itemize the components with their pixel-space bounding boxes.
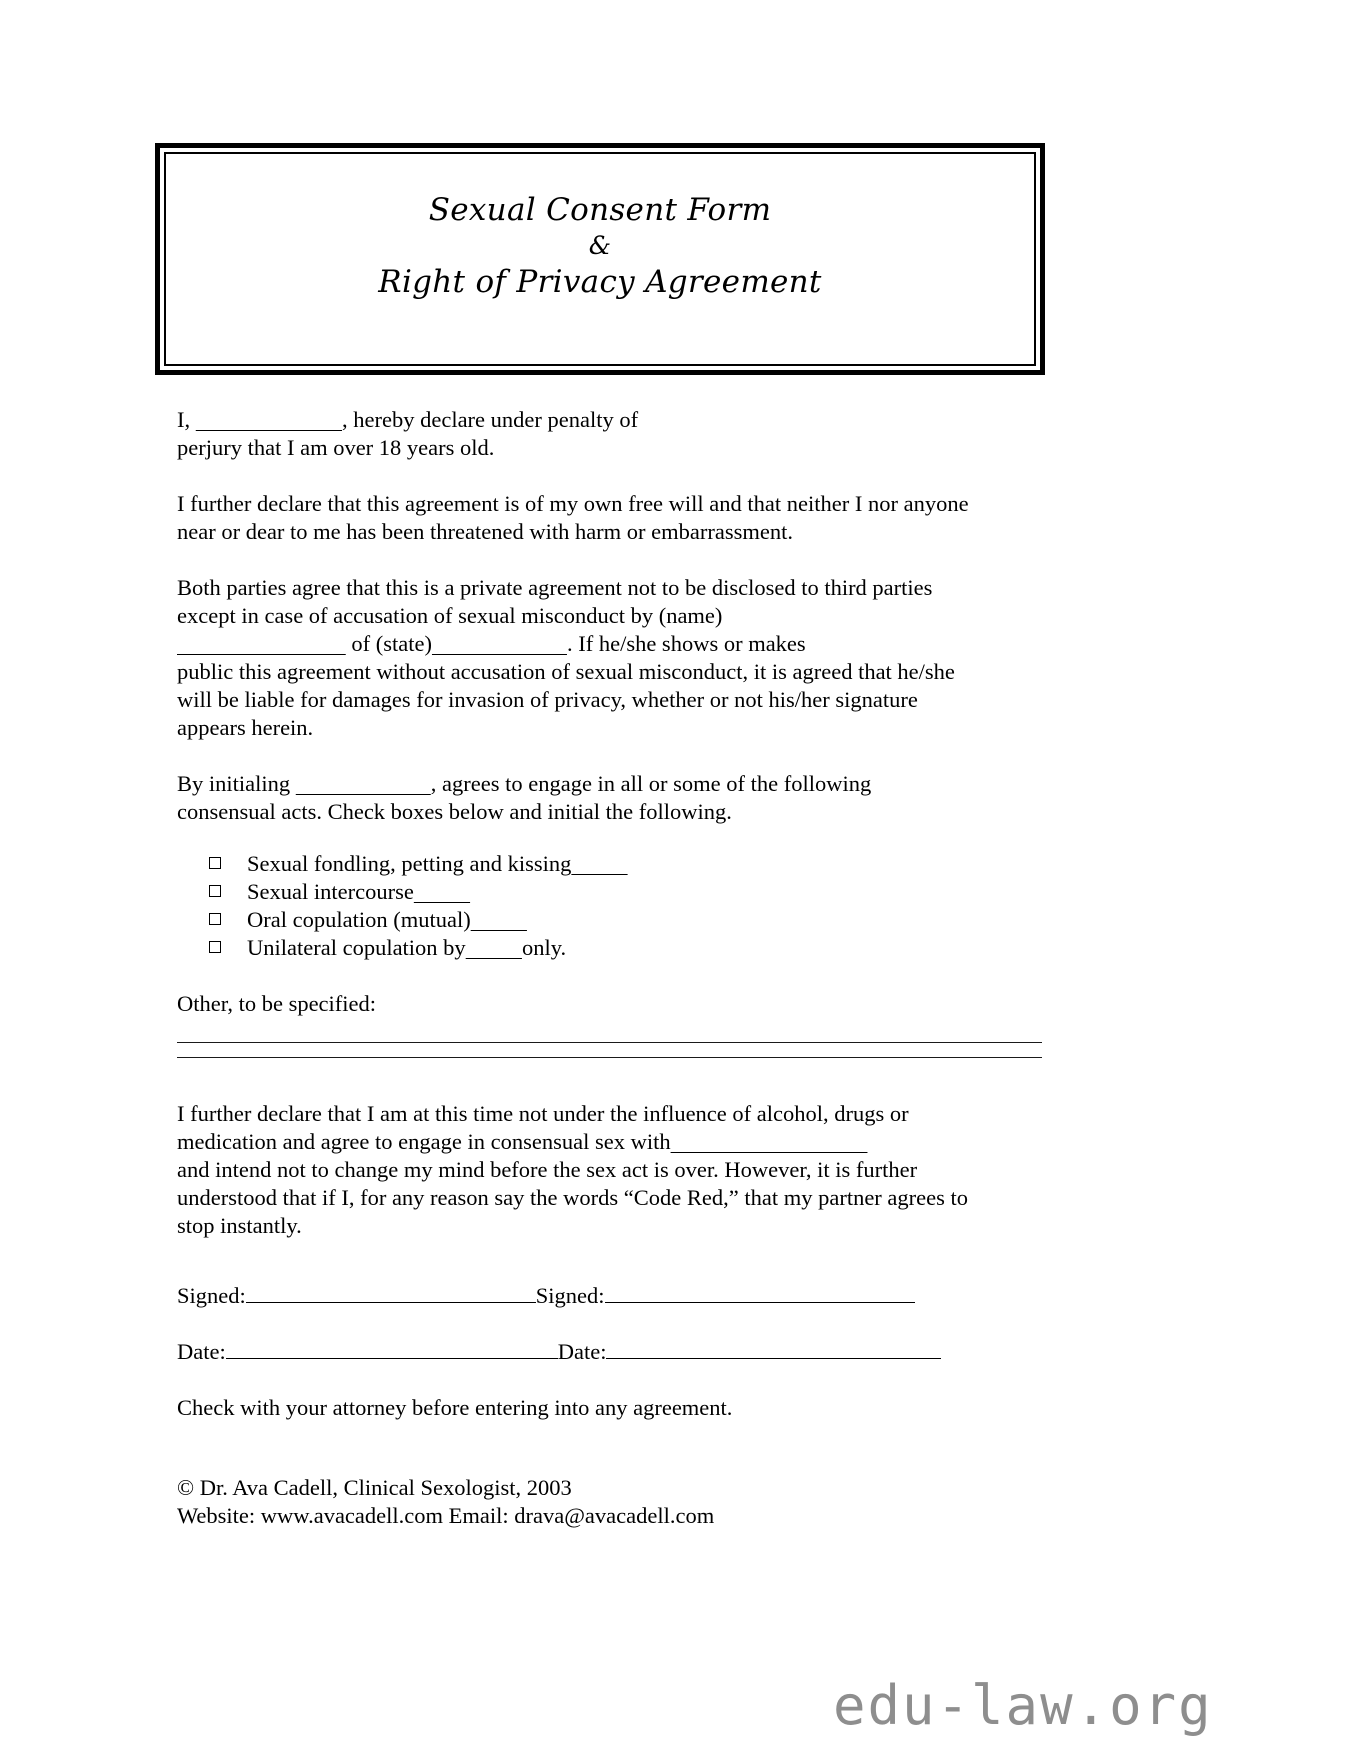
checkbox-icon[interactable] [209,941,221,953]
title-frame-inner-border [164,152,1036,366]
act-tail: only. [521,935,567,960]
p4-text-before: By initialing [177,771,296,796]
signed-label-left: Signed: [177,1283,246,1308]
paragraph-privacy-line4: public this agreement without accusation of sexual misconduct, it is agreed that he/she [177,659,955,684]
title-ampersand: & [588,231,612,261]
spacer [177,1310,1042,1338]
title-line-1: Sexual Consent Form [428,192,772,229]
date-row [177,1338,1042,1366]
checkbox-icon[interactable] [209,857,221,869]
other-specify-label: Other, to be specified: [177,991,377,1016]
state-blank-field[interactable] [432,631,567,656]
paragraph-sobriety-line3: and intend not to change my mind before the sex act is over. However, it is further [177,1157,918,1182]
list-item[interactable] [209,906,1042,934]
p3-text-after: . If he/she shows or makes [566,631,806,656]
title-line-2: Right of Privacy Agreement [378,263,822,300]
partner-name-blank-field[interactable] [671,1129,868,1154]
paragraph-privacy-line1: Both parties agree that this is a private agreement not to be disclosed to third parties [177,575,933,600]
paragraph-sobriety-line2 [177,1128,1042,1156]
paragraph-declaration-age [177,406,1042,434]
checkbox-icon[interactable] [209,885,221,897]
paragraph-privacy-line5: will be liable for damages for invasion of privacy, whether or not his/her signature [177,687,918,712]
title-frame [155,143,1045,375]
act-label: Unilateral copulation by [247,935,466,960]
paragraph-privacy-line3 [177,630,1042,658]
spacer [177,1043,1042,1057]
date-label-right: Date: [557,1339,607,1364]
initials-blank-field[interactable] [296,771,431,796]
signed-label-right: Signed: [535,1283,605,1308]
spacer [177,1450,1042,1474]
spacer [177,1058,1042,1086]
consensual-acts-list [177,850,1042,962]
spacer [177,1018,1042,1042]
spacer [177,1086,1042,1100]
paragraph-sobriety-line4: understood that if I, for any reason say the words “Code Red,” that my partner agrees to [177,1185,969,1210]
spacer [177,1422,1042,1450]
document-title [166,190,1034,328]
act-initials-blank-field[interactable] [471,906,527,934]
date-label-left: Date: [177,1339,226,1364]
contact-line: Website: www.avacadell.com Email: drava@avacadell.com [177,1503,715,1528]
list-item[interactable] [209,878,1042,906]
spacer [177,962,1042,990]
list-item[interactable] [209,850,1042,878]
attorney-disclaimer: Check with your attorney before entering into any agreement. [177,1395,733,1420]
p3-of-state-label: of (state) [345,631,432,656]
paragraph-initialing-line2: consensual acts. Check boxes below and initial the following. [177,799,732,824]
paragraph-privacy-line2: except in case of accusation of sexual misconduct by (name) [177,603,723,628]
paragraph-declaration-age-line2: perjury that I am over 18 years old. [177,435,495,460]
act-initials-blank-field[interactable] [571,850,627,878]
act-label: Sexual fondling, petting and kissing [247,851,572,876]
act-label: Sexual intercourse [247,879,414,904]
act-label: Oral copulation (mutual) [247,907,471,932]
signed-row [177,1282,1042,1310]
paragraph-sobriety-line5: stop instantly. [177,1213,302,1238]
accuser-name-blank-field[interactable] [177,631,346,656]
spacer [177,826,1042,850]
checkbox-icon[interactable] [209,913,221,925]
spacer [177,462,1042,490]
document-body [177,406,1042,1530]
p1-text-after: , hereby declare under penalty of [342,407,639,432]
p5-text-before: medication and agree to engage in consensual sex with [177,1129,671,1154]
spacer [177,1366,1042,1394]
p4-text-after: , agrees to engage in all or some of the following [430,771,872,796]
signed-field-right[interactable] [605,1284,915,1303]
copyright-notice: © Dr. Ava Cadell, Clinical Sexologist, 2003 [177,1475,572,1500]
date-field-left[interactable] [226,1340,558,1359]
spacer [177,546,1042,574]
date-field-right[interactable] [606,1340,941,1359]
paragraph-free-will-line2: near or dear to me has been threatened with harm or embarrassment. [177,519,793,544]
watermark: edu-law.org [833,1674,1213,1737]
p1-text-before: I, [177,407,196,432]
spacer [177,742,1042,770]
list-item[interactable] [209,934,1042,962]
act-initials-blank-field[interactable] [466,934,522,962]
spacer [177,1268,1042,1282]
act-initials-blank-field[interactable] [414,878,470,906]
name-blank-field[interactable] [196,407,342,432]
signed-field-left[interactable] [246,1284,536,1303]
paragraph-privacy-line6: appears herein. [177,715,314,740]
paragraph-initialing [177,770,1042,798]
paragraph-free-will-line1: I further declare that this agreement is of my own free will and that neither I nor anyone [177,491,969,516]
spacer [177,1240,1042,1268]
paragraph-sobriety-line1: I further declare that I am at this time not under the influence of alcohol, drugs or [177,1101,909,1126]
